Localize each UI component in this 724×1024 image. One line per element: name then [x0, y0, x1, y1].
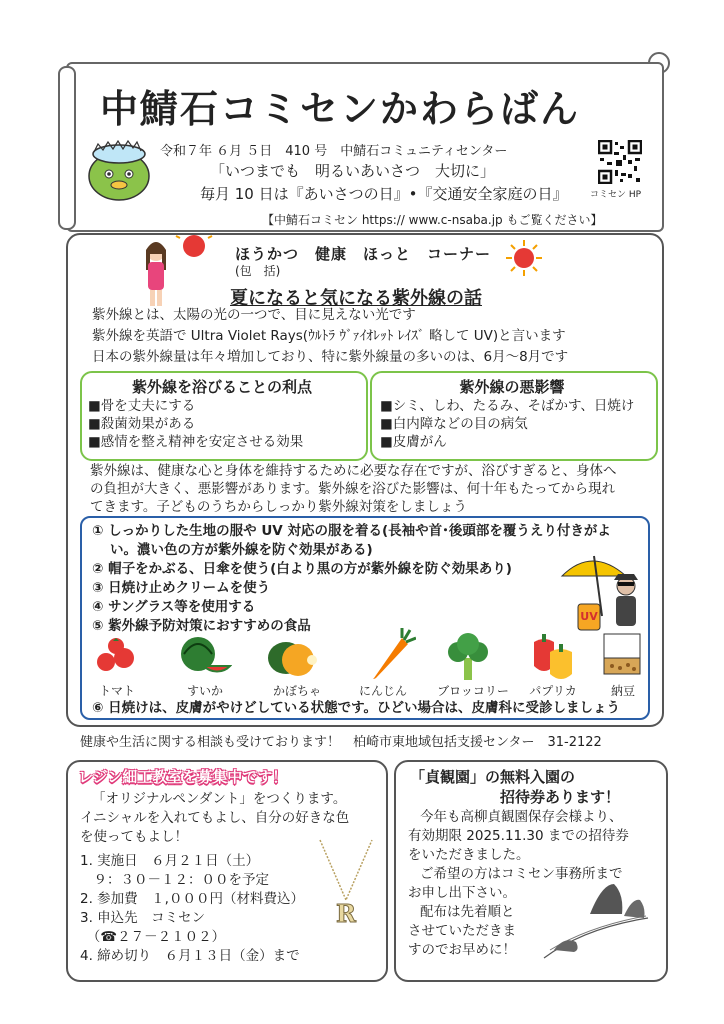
resin-detail: （☎２７－２１０２） [80, 929, 226, 945]
pendant-letter: R [336, 899, 356, 928]
natto-icon [598, 626, 646, 680]
watermelon-icon [178, 632, 232, 680]
explain-line: てきます。子どものうちからしっかり紫外線対策をしましょう [90, 499, 467, 515]
garden-body: すのでお早めに！ [408, 942, 516, 958]
benefit-item: ■感情を整え精神を安定させる効果 [88, 434, 304, 450]
tip-6: ⑥ 日焼けは、皮膚がやけどしている状態です。ひどい場合は、皮膚科に受診しましょう [92, 700, 621, 716]
kappa-mascot-icon [84, 136, 154, 202]
tip-3: ③ 日焼け止めクリームを使う [92, 580, 271, 596]
food-label: すいか [186, 684, 223, 698]
pumpkin-icon [266, 632, 328, 680]
intro-line: 紫外線とは、太陽の光の一つで、目に見えない光です [92, 307, 416, 323]
slogan-line-2: 毎月 10 日は『あいさつの日』•『交通安全家庭の日』 [200, 185, 568, 203]
qr-code-icon[interactable] [598, 140, 642, 184]
tip-4: ④ サングラス等を使用する [92, 599, 256, 615]
resin-desc: イニシャルを入れてもよし、自分の好きな色 [80, 810, 350, 826]
tip-1-cont: い。濃い色の方が紫外線を防ぐ効果がある) [110, 542, 373, 558]
paprika-icon [526, 630, 576, 682]
explain-line: 紫外線は、健康な心と身体を維持するために必要な存在ですが、浴びすぎると、身体へ [90, 463, 617, 479]
resin-detail: ９：３０－１２：００を予定 [80, 872, 269, 888]
sun-icon [506, 240, 542, 276]
benefit-item: ■骨を丈夫にする [88, 398, 196, 414]
umbrella-person-icon [552, 546, 652, 634]
harm-item: ■シミ、しわ、たるみ、そばかす、日焼け [380, 398, 635, 414]
harms-title: 紫外線の悪影響 [459, 378, 565, 396]
garden-rocks-icon [540, 870, 656, 966]
garden-title-2: 招待券あります！ [500, 788, 621, 806]
garden-title-1: 「貞観園」の無料入園の [410, 768, 576, 786]
resin-detail: 1. 実施日 ６月２１日（土） [80, 853, 260, 869]
tip-1: ① しっかりした生地の服や UV 対応の服を着る(長袖や首･後頭部を覆うえり付きがよ [92, 523, 611, 539]
intro-line: 紫外線を英語で Ultra Violet Rays(ｳﾙﾄﾗ ｳﾞｧｲｵﾚｯﾄ ﾚｲｽﾞ 略して UV)と言います [92, 328, 566, 344]
resin-class-title: レジン細工教室を募集中です！ [78, 768, 288, 786]
garden-body: 今年も高柳貞観園保存会様より、 [420, 809, 623, 825]
benefits-title: 紫外線を浴びることの利点 [131, 378, 312, 396]
pendant-icon [316, 836, 376, 936]
girl-in-sun-icon [132, 232, 232, 310]
website-note[interactable]: 【中鯖石コミセン https:// www.c-nsaba.jp もご覧ください】 [262, 213, 603, 227]
harm-item: ■皮膚がん [380, 434, 447, 450]
harm-item: ■白内障などの目の病気 [380, 416, 528, 432]
newsletter-title: 中鯖石コミセンかわらばん [100, 87, 581, 131]
garden-body: をいただきました。 [408, 847, 530, 863]
food-label: 納豆 [610, 684, 635, 698]
food-label: パプリカ [529, 684, 577, 698]
issue-info: 令和７年 ６月 ５日 410 号 中鯖石コミュニティセンター [160, 144, 508, 159]
uv-cream-label: UV [580, 610, 598, 623]
tomato-icon [92, 634, 142, 678]
resin-detail: 3. 申込先 コミセン [80, 910, 206, 926]
garden-body: 配布は先着順と [420, 904, 515, 920]
resin-desc: 「オリジナルペンダント」をつくります。 [92, 791, 347, 807]
consultation-note: 健康や生活に関する相談も受けております！ 柏崎市東地域包括支援センター 31-2122 [80, 735, 602, 750]
garden-body: させていただきま [408, 923, 516, 939]
broccoli-icon [444, 632, 492, 682]
garden-body: ご希望の方はコミセン事務所まで [420, 866, 623, 882]
qr-label: コミセン HP [590, 190, 642, 200]
food-label: にんじん [358, 684, 407, 698]
scroll-curl-left [58, 66, 76, 230]
food-label: ブロッコリー [437, 684, 509, 698]
corner-heading: ほうかつ 健康 ほっと コーナー [235, 245, 492, 263]
uv-article-title: 夏になると気になる紫外線の話 [230, 288, 482, 309]
food-label: トマト [98, 684, 135, 698]
corner-heading-kanji: (包 括) [235, 264, 281, 278]
carrot-icon [368, 628, 416, 682]
tip-2: ② 帽子をかぶる、日傘を使う(白より黒の方が紫外線を防ぐ効果あり) [92, 561, 512, 577]
tip-5: ⑤ 紫外線予防対策におすすめの食品 [92, 618, 311, 634]
food-label: かぼちゃ [272, 684, 321, 698]
intro-line: 日本の紫外線量は年々増加しており、特に紫外線量の多いのは、6月～8月です [92, 349, 569, 365]
explain-line: の負担が大きく、悪影響があります。紫外線を浴びた影響は、何十年もたってから現れ [90, 481, 616, 497]
garden-body: お申し出下さい。 [408, 885, 516, 901]
benefit-item: ■殺菌効果がある [88, 416, 196, 432]
resin-desc: を使ってもよし！ [80, 829, 188, 845]
garden-body: 有効期限 2025.11.30 までの招待券 [408, 828, 629, 844]
resin-detail: 4. 締め切り ６月１３日（金）まで [80, 948, 300, 964]
slogan-line-1: 「いつまでも 明るいあいさつ 大切に」 [210, 162, 496, 180]
resin-detail: 2. 参加費 １,０００円（材料費込） [80, 891, 304, 907]
